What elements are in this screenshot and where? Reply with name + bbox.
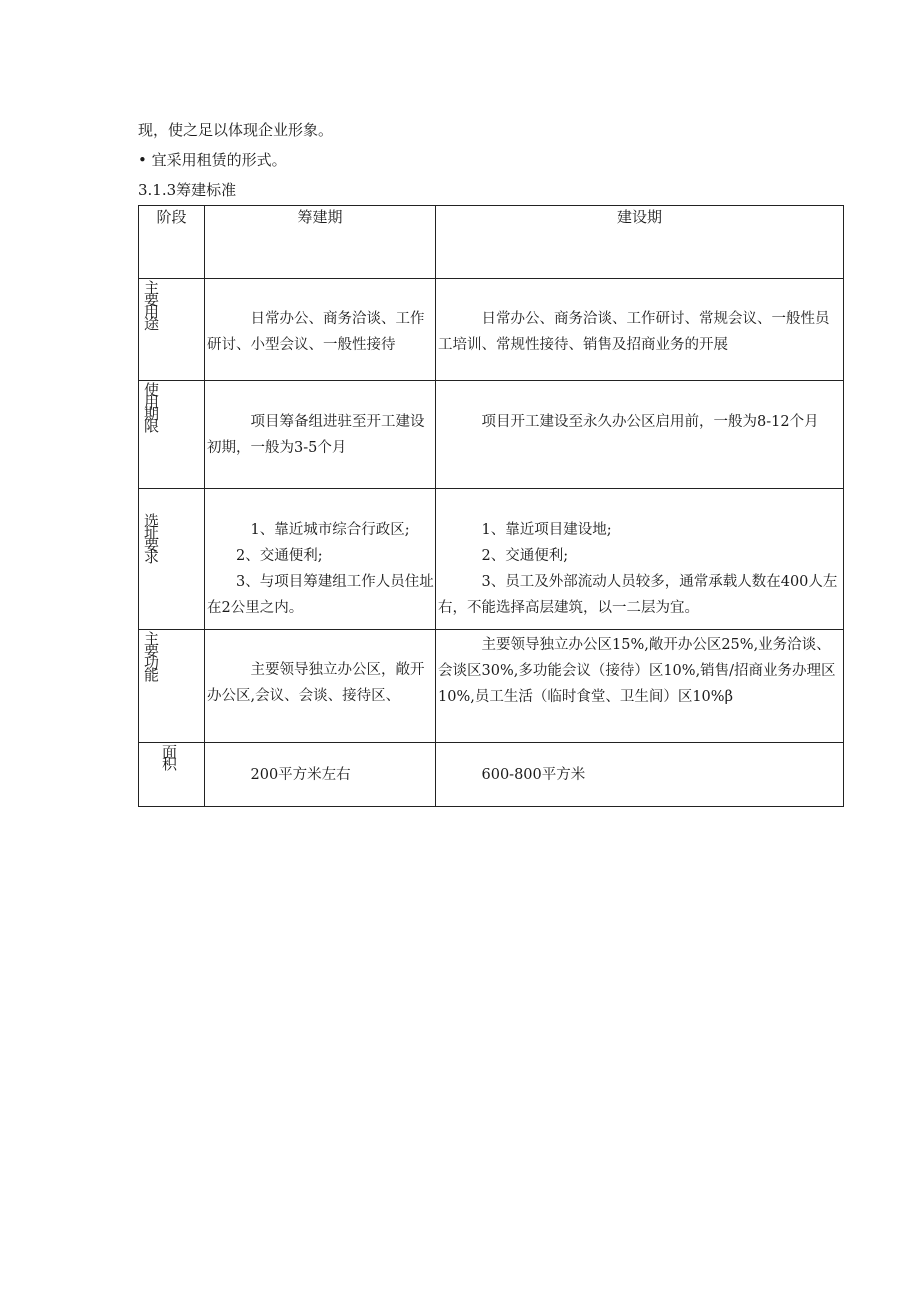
standards-table — [138, 205, 844, 807]
cell-text: 项目开工建设至永久办公区启用前，一般为8-12个月 — [481, 414, 819, 430]
header-prep-period: 筹建期 — [205, 206, 436, 279]
build-cell — [436, 489, 844, 630]
row-label: 主要功能 — [142, 631, 160, 679]
cell-text: 2、交通便利; — [236, 548, 323, 564]
build-cell — [436, 743, 844, 807]
table-header-row — [139, 206, 844, 279]
continuation-line: 现，使之足以体现企业形象。 — [138, 121, 334, 139]
table-row — [139, 630, 844, 743]
row-label-cell — [139, 743, 205, 807]
cell-text: 200平方米左右 — [250, 767, 351, 783]
row-label: 选址要求 — [142, 513, 160, 561]
build-cell — [436, 381, 844, 489]
row-label-cell — [139, 489, 205, 630]
cell-text: 3、与项目筹建组工作人员住址在2公里之内。 — [207, 574, 434, 616]
section-heading: 3.1.3筹建标准 — [138, 181, 237, 199]
cell-text: 主要领导独立办公区，敞开办公区,会议、会谈、接待区、 — [207, 662, 425, 704]
row-label: 主要用途 — [142, 280, 160, 328]
prep-cell — [205, 489, 436, 630]
bullet-line: • 宜采用租赁的形式。 — [138, 151, 287, 169]
prep-cell — [205, 743, 436, 807]
row-label-cell — [139, 630, 205, 743]
table-row — [139, 489, 844, 630]
cell-text: 1、靠近项目建设地; — [481, 522, 612, 538]
row-label-cell — [139, 381, 205, 489]
build-cell — [436, 630, 844, 743]
header-build-period: 建设期 — [436, 206, 844, 279]
table-row — [139, 743, 844, 807]
prep-cell — [205, 381, 436, 489]
cell-text: 600-800平方米 — [481, 767, 586, 783]
build-cell — [436, 279, 844, 381]
table-row — [139, 381, 844, 489]
prep-cell — [205, 630, 436, 743]
row-label: 使用期限 — [142, 382, 160, 430]
table-row — [139, 279, 844, 381]
cell-text: 日常办公、商务洽谈、工作研讨、小型会议、一般性接待 — [207, 311, 425, 353]
header-stage: 阶段 — [139, 206, 205, 279]
cell-text: 1、靠近城市综合行政区; — [250, 522, 410, 538]
row-label: 面积 — [160, 744, 178, 768]
cell-text: 主要领导独立办公区15%,敞开办公区25%,业务洽谈、会谈区30%,多功能会议（接待）区10%,销售/招商业务办理区10%,员工生活（临时食堂、卫生间）区10%β — [438, 637, 836, 705]
row-label-cell — [139, 279, 205, 381]
prep-cell — [205, 279, 436, 381]
cell-text: 3、员工及外部流动人员较多，通常承载人数在400人左右，不能选择高层建筑，以一二层为宜。 — [438, 574, 838, 616]
cell-text: 2、交通便利; — [481, 548, 569, 564]
cell-text: 项目筹备组进驻至开工建设初期，一般为3-5个月 — [207, 414, 425, 456]
cell-text: 日常办公、商务洽谈、工作研讨、常规会议、一般性员工培训、常规性接待、销售及招商业务的开展 — [438, 311, 830, 353]
